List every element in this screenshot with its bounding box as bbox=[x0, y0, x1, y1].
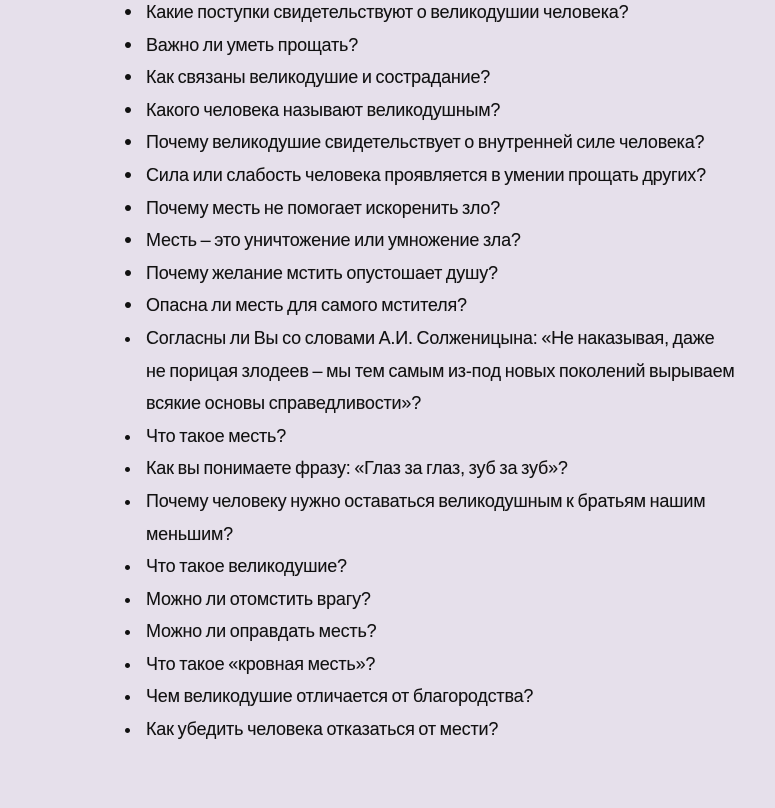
bullet-icon bbox=[125, 663, 130, 668]
bullet-icon bbox=[125, 42, 131, 48]
question-text: Как связаны великодушие и сострадание? bbox=[146, 67, 491, 88]
list-item bbox=[146, 94, 735, 127]
question-text: Почему великодушие свидетельствует о внутренней силе человека? bbox=[146, 132, 705, 153]
list-item bbox=[146, 680, 735, 713]
question-text: Важно ли уметь прощать? bbox=[146, 34, 359, 55]
question-text: Почему человеку нужно оставаться великодушным к братьям нашим меньшим? bbox=[146, 490, 706, 544]
list-item bbox=[146, 322, 735, 420]
list-item bbox=[146, 452, 735, 485]
question-text: Почему месть не помогает искоренить зло? bbox=[146, 197, 501, 218]
list-item bbox=[146, 0, 735, 29]
bullet-icon bbox=[125, 598, 130, 603]
bullet-icon bbox=[125, 270, 131, 276]
question-text: Что такое великодушие? bbox=[146, 556, 347, 577]
bullet-icon bbox=[125, 237, 131, 243]
list-item bbox=[146, 713, 735, 746]
question-text: Какие поступки свидетельствуют о великодушии человека? bbox=[146, 2, 629, 22]
list-item bbox=[146, 224, 735, 257]
question-text: Можно ли отомстить врагу? bbox=[146, 588, 371, 609]
question-text: Какого человека называют великодушным? bbox=[146, 99, 501, 120]
question-text: Чем великодушие отличается от благородства? bbox=[146, 686, 534, 707]
list-item bbox=[146, 485, 735, 550]
bullet-icon bbox=[125, 172, 131, 178]
list-item bbox=[146, 159, 735, 192]
list-item bbox=[146, 615, 735, 648]
list-item bbox=[146, 550, 735, 583]
list-item bbox=[146, 192, 735, 225]
question-text: Как вы понимаете фразу: «Глаз за глаз, зуб за зуб»? bbox=[146, 458, 568, 479]
question-text: Как убедить человека отказаться от мести? bbox=[146, 719, 499, 740]
list-item bbox=[146, 583, 735, 616]
list-item bbox=[146, 420, 735, 453]
list-item bbox=[146, 257, 735, 290]
list-item bbox=[146, 61, 735, 94]
bullet-icon bbox=[125, 205, 131, 211]
question-text: Сила или слабость человека проявляется в умении прощать других? bbox=[146, 164, 706, 185]
question-text: Опасна ли месть для самого мстителя? bbox=[146, 295, 467, 316]
question-text: Что такое «кровная месть»? bbox=[146, 653, 376, 674]
question-text: Почему желание мстить опустошает душу? bbox=[146, 262, 498, 283]
bullet-icon bbox=[125, 695, 130, 700]
bullet-icon bbox=[125, 728, 130, 733]
list-item bbox=[146, 648, 735, 681]
bullet-icon bbox=[125, 107, 131, 113]
question-text: Месть – это уничтожение или умножение зла? bbox=[146, 230, 521, 251]
bullet-icon bbox=[125, 9, 131, 15]
bullet-icon bbox=[125, 139, 131, 145]
bullet-icon bbox=[125, 337, 130, 342]
question-text: Что такое месть? bbox=[146, 425, 287, 446]
bullet-icon bbox=[125, 630, 130, 635]
question-text: Можно ли оправдать месть? bbox=[146, 621, 377, 642]
list-item bbox=[146, 126, 735, 159]
question-text: Согласны ли Вы со словами А.И. Солженицына: «Не наказывая, даже не порицая злодеев – мы тем самым из-под новых поколений вырываем всякие основы справедливости»? bbox=[146, 327, 735, 414]
bullet-icon bbox=[125, 302, 131, 308]
bullet-icon bbox=[125, 74, 131, 80]
bullet-icon bbox=[125, 435, 130, 440]
bullet-icon bbox=[125, 467, 130, 472]
list-item bbox=[146, 29, 735, 62]
bullet-icon bbox=[125, 565, 130, 570]
bullet-icon bbox=[125, 500, 130, 505]
list-item bbox=[146, 289, 735, 322]
